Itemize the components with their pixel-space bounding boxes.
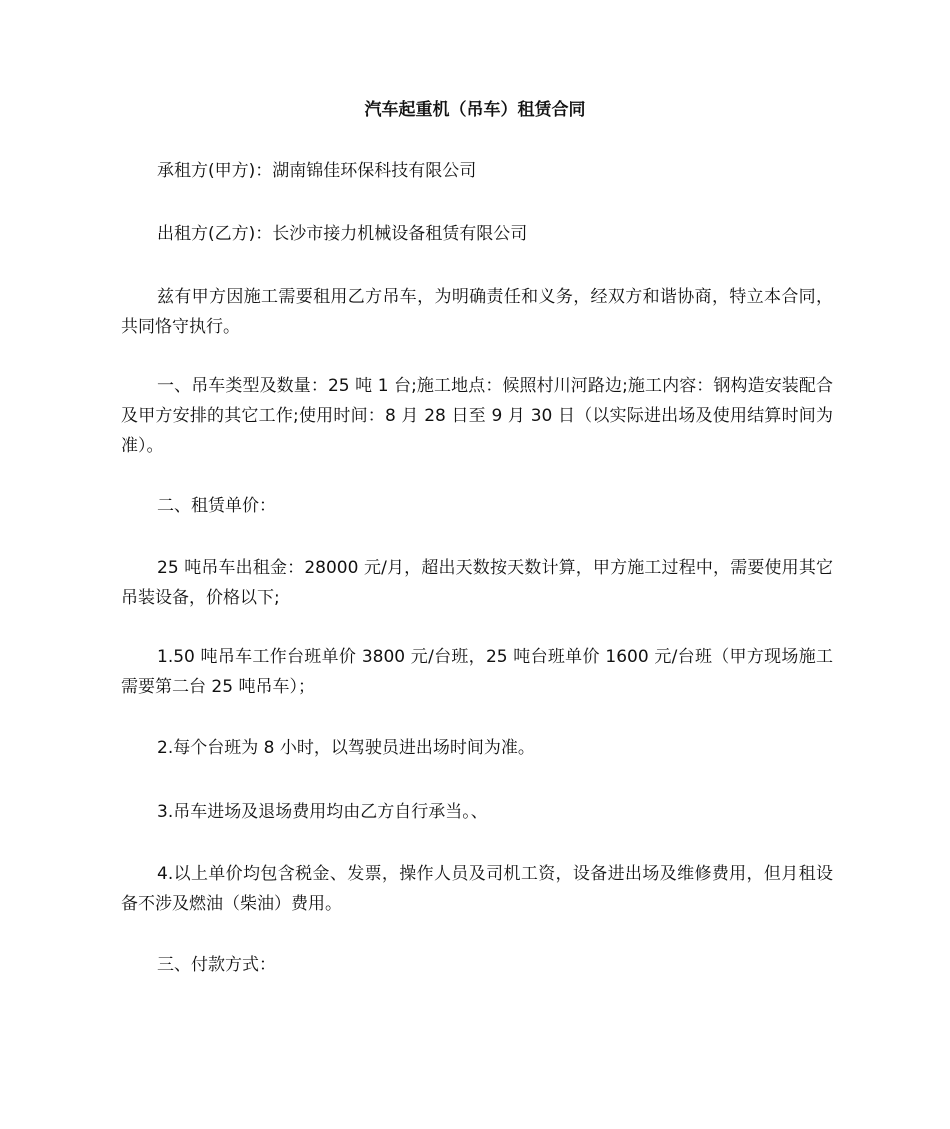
section-two-heading: 二、租赁单价： <box>157 496 276 516</box>
document-title: 汽车起重机（吊车）租赁合同 <box>364 100 586 120</box>
clause-4-paragraph: 4.以上单价均包含税金、发票，操作人员及司机工资，设备进出场及维修费用，但月租设备不涉及燃油（柴油）费用。 <box>121 864 833 914</box>
clause-2-paragraph: 2.每个台班为 8 小时，以驾驶员进出场时间为准。 <box>157 738 535 758</box>
clause-3-paragraph: 3.吊车进场及退场费用均由乙方自行承当。、 <box>157 802 488 822</box>
rent-paragraph: 25 吨吊车出租金：28000 元/月，超出天数按天数计算，甲方施工过程中，需要使用其它吊装设备，价格以下; <box>121 558 833 608</box>
section-one-paragraph: 一、吊车类型及数量：25 吨 1 台;施工地点：候照村川河路边;施工内容：钢构造安装配合及甲方安排的其它工作;使用时间：8 月 28 日至 9 月 30 日（以实际进出场及使用结算时间为准）。 <box>121 376 833 456</box>
section-three-heading: 三、付款方式： <box>157 955 276 975</box>
preamble-paragraph: 兹有甲方因施工需要租用乙方吊车，为明确责任和义务，经双方和谐协商，特立本合同，共同恪守执行。 <box>121 287 833 337</box>
lessee-paragraph: 承租方(甲方)：湖南锦佳环保科技有限公司 <box>157 161 477 181</box>
clause-1-paragraph: 1.50 吨吊车工作台班单价 3800 元/台班，25 吨台班单价 1600 元/台班（甲方现场施工需要第二台 25 吨吊车）； <box>121 647 833 697</box>
lessor-paragraph: 出租方(乙方)：长沙市接力机械设备租赁有限公司 <box>157 224 528 244</box>
